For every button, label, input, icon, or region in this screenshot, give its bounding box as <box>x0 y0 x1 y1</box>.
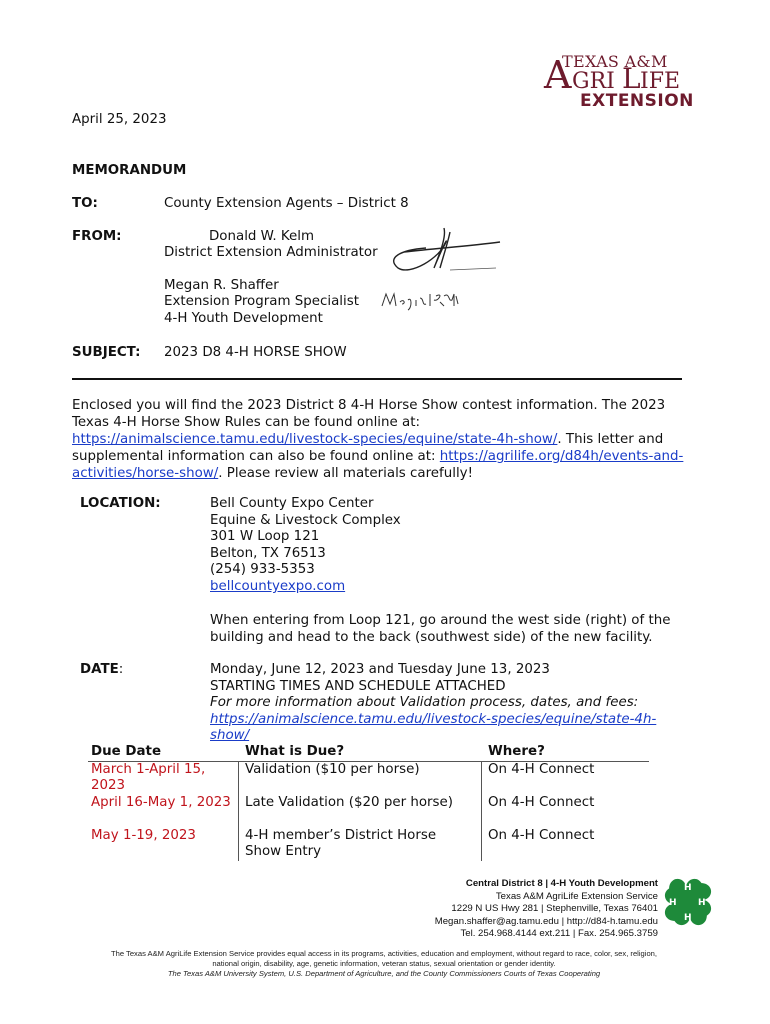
table-header-what: What is Due? <box>245 744 345 759</box>
intro-text-1: Enclosed you will find the 2023 District 8 4-H Horse Show contest information. The 2023 Texas 4-H Horse Show Rules can be found online at: <box>72 398 666 430</box>
from-name-1: Donald W. Kelm <box>209 229 315 244</box>
date-line-3: For more information about Validation process, dates, and fees: <box>210 695 639 711</box>
svg-text:IFE: IFE <box>640 69 681 94</box>
location-line-1: Bell County Expo Center <box>210 496 374 511</box>
table-header-where: Where? <box>488 744 545 759</box>
from-title-3: 4-H Youth Development <box>164 311 323 326</box>
date-colon: : <box>118 662 124 677</box>
validation-link[interactable]: https://animalscience.tamu.edu/livestock-species/equine/state-4h-show/ <box>210 711 657 744</box>
location-block <box>210 496 401 596</box>
disclaimer <box>84 949 684 979</box>
svg-text:H: H <box>698 898 706 908</box>
location-line-4: Belton, TX 76513 <box>210 545 326 561</box>
date-line-1: Monday, June 12, 2023 and Tuesday June 13, 2023 <box>210 662 550 677</box>
to-label: TO: <box>72 196 98 211</box>
shaffer-signature <box>378 288 462 314</box>
table-header-due: Due Date <box>91 744 162 759</box>
disclaimer-line-3: The Texas A&M University System, U.S. Department of Agriculture, and the County Commissioners Courts of Texas Cooperating <box>167 969 601 978</box>
kelm-signature <box>380 218 510 274</box>
table-row-3-due: May 1-19, 2023 <box>91 828 196 843</box>
svg-text:H: H <box>684 883 692 893</box>
date-label-wrap <box>80 662 123 677</box>
logo-line3: EXTENSION <box>580 91 694 111</box>
table-divider-1 <box>238 761 239 861</box>
footer-line-1: Central District 8 | 4-H Youth Development <box>465 878 658 889</box>
logo-line1: TEXAS A&M <box>562 52 668 71</box>
table-row-1-where: On 4-H Connect <box>488 762 595 777</box>
from-title-2: Extension Program Specialist <box>164 294 359 309</box>
memo-date: April 25, 2023 <box>72 112 167 127</box>
subject-value: 2023 D8 4-H HORSE SHOW <box>164 345 347 360</box>
footer-contact <box>435 878 658 941</box>
expo-link[interactable]: bellcountyexpo.com <box>210 578 346 594</box>
table-divider-2 <box>481 761 482 861</box>
table-row-3-where: On 4-H Connect <box>488 828 595 843</box>
table-row-1-what: Validation ($10 per horse) <box>245 762 420 777</box>
rules-link[interactable]: https://animalscience.tamu.edu/livestock-species/equine/state-4h-show/ <box>72 432 558 447</box>
svg-text:A: A <box>544 53 572 97</box>
agrilife-logo <box>540 48 698 112</box>
header-divider <box>72 378 682 380</box>
svg-text:H: H <box>669 898 677 908</box>
d84h-link[interactable]: https://agrilife.org/d84h/events-and-activities/horse-show/ <box>72 449 684 481</box>
location-line-2: Equine & Livestock Complex <box>210 512 401 528</box>
disclaimer-line-1: The Texas A&M AgriLife Extension Service provides equal access in its programs, activities, education and employment, without regard to race, color, sex, religion, <box>110 949 658 958</box>
intro-paragraph <box>72 397 692 482</box>
svg-text:L: L <box>622 62 641 95</box>
four-h-clover-icon <box>662 876 714 932</box>
svg-text:GRI: GRI <box>572 69 615 94</box>
footer-line-3: 1229 N US Hwy 281 | Stephenville, Texas 76401 <box>451 903 658 914</box>
intro-text-2: . This letter and supplemental information can also be found online at: <box>72 432 664 464</box>
from-name-2: Megan R. Shaffer <box>164 278 279 293</box>
from-label: FROM: <box>72 229 122 244</box>
date-line-2: STARTING TIMES AND SCHEDULE ATTACHED <box>210 678 506 694</box>
from-title-1: District Extension Administrator <box>164 245 378 260</box>
disclaimer-line-2: national origin, disability, age, genetic information, veteran status, sexual orientation or gender identity. <box>212 959 556 968</box>
location-line-5: (254) 933-5353 <box>210 562 315 578</box>
footer-line-5: Tel. 254.968.4144 ext.211 | Fax. 254.965.3759 <box>460 928 658 939</box>
date-label: DATE <box>80 662 119 677</box>
footer-line-2: Texas A&M AgriLife Extension Service <box>495 890 658 902</box>
svg-text:H: H <box>684 913 692 923</box>
table-row-2-where: On 4-H Connect <box>488 795 595 810</box>
to-value: County Extension Agents – District 8 <box>164 196 409 211</box>
table-row-2-due: April 16-May 1, 2023 <box>91 795 231 810</box>
location-label: LOCATION: <box>80 496 161 511</box>
table-row-2-what: Late Validation ($20 per horse) <box>245 795 453 810</box>
location-note: When entering from Loop 121, go around the west side (right) of the building and head to the back (southwest side) of the new facility. <box>210 613 671 645</box>
table-row-1-due: March 1-April 15, 2023 <box>91 762 206 794</box>
date-block <box>210 662 690 745</box>
table-row-3-what: 4-H member’s District Horse Show Entry <box>245 828 437 860</box>
intro-text-3: . Please review all materials carefully! <box>218 466 473 481</box>
footer-line-4: Megan.shaffer@ag.tamu.edu | http://d84-h.tamu.edu <box>434 915 658 927</box>
subject-label: SUBJECT: <box>72 345 141 360</box>
location-line-3: 301 W Loop 121 <box>210 529 320 545</box>
memo-title: MEMORANDUM <box>72 163 187 178</box>
